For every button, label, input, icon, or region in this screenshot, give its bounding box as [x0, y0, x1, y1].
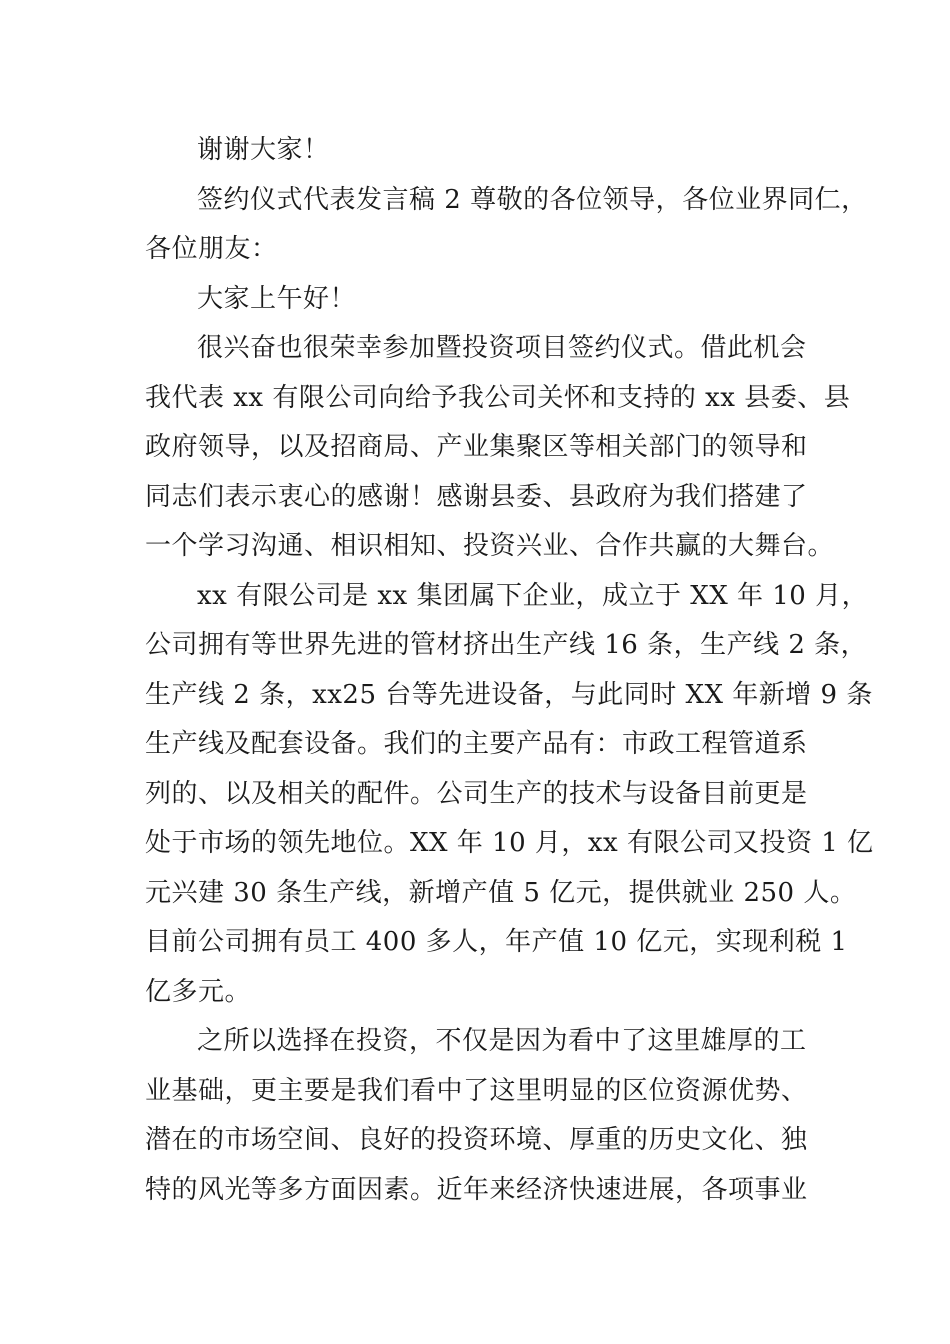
paragraph-line: 大家上午好！ — [197, 283, 357, 314]
paragraph-line: 谢谢大家！ — [197, 135, 330, 165]
paragraph-line: 亿多元。 — [145, 976, 252, 1007]
document-body — [145, 126, 874, 1215]
paragraph-line: 生产线及配套设备。我们的主要产品有：市政工程管道系 — [145, 729, 808, 759]
paragraph-line: 列的、以及相关的配件。公司生产的技术与设备目前更是 — [145, 778, 808, 809]
paragraph-line: 业基础，更主要是我们看中了这里明显的区位资源优势、 — [145, 1075, 808, 1106]
paragraph-line: 目前公司拥有员工 400 多人，年产值 10 亿元，实现利税 1 — [145, 927, 848, 957]
paragraph-line: 很兴奋也很荣幸参加暨投资项目签约仪式。借此机会 — [197, 333, 807, 363]
paragraph-line: 各位朋友： — [145, 234, 278, 264]
paragraph-line: 潜在的市场空间、良好的投资环境、厚重的历史文化、独 — [145, 1125, 808, 1155]
paragraph-line: 政府领导，以及招商局、产业集聚区等相关部门的领导和 — [145, 432, 808, 462]
paragraph-line: 特的风光等多方面因素。近年来经济快速进展，各项事业 — [145, 1174, 808, 1205]
paragraph-line: 一个学习沟通、相识相知、投资兴业、合作共赢的大舞台。 — [145, 531, 835, 561]
paragraph-line: 我代表 xx 有限公司向给予我公司关怀和支持的 xx 县委、县 — [145, 382, 851, 413]
paragraph-line: 处于市场的领先地位。XX 年 10 月，xx 有限公司又投资 1 亿 — [145, 828, 874, 858]
paragraph-line: 元兴建 30 条生产线，新增产值 5 亿元，提供就业 250 人。 — [145, 877, 857, 908]
paragraph-line: 签约仪式代表发言稿 2 尊敬的各位领导，各位业界同仁， — [197, 184, 868, 215]
paragraph-line: 同志们表示衷心的感谢！感谢县委、县政府为我们搭建了 — [145, 481, 808, 512]
paragraph-line: 生产线 2 条，xx25 台等先进设备，与此同时 XX 年新增 9 条 — [145, 679, 873, 710]
paragraph-line: 公司拥有等世界先进的管材挤出生产线 16 条，生产线 2 条， — [145, 630, 868, 660]
paragraph-line: 之所以选择在投资，不仅是因为看中了这里雄厚的工 — [197, 1026, 807, 1056]
paragraph-line: xx 有限公司是 xx 集团属下企业，成立于 XX 年 10 月， — [197, 580, 869, 611]
